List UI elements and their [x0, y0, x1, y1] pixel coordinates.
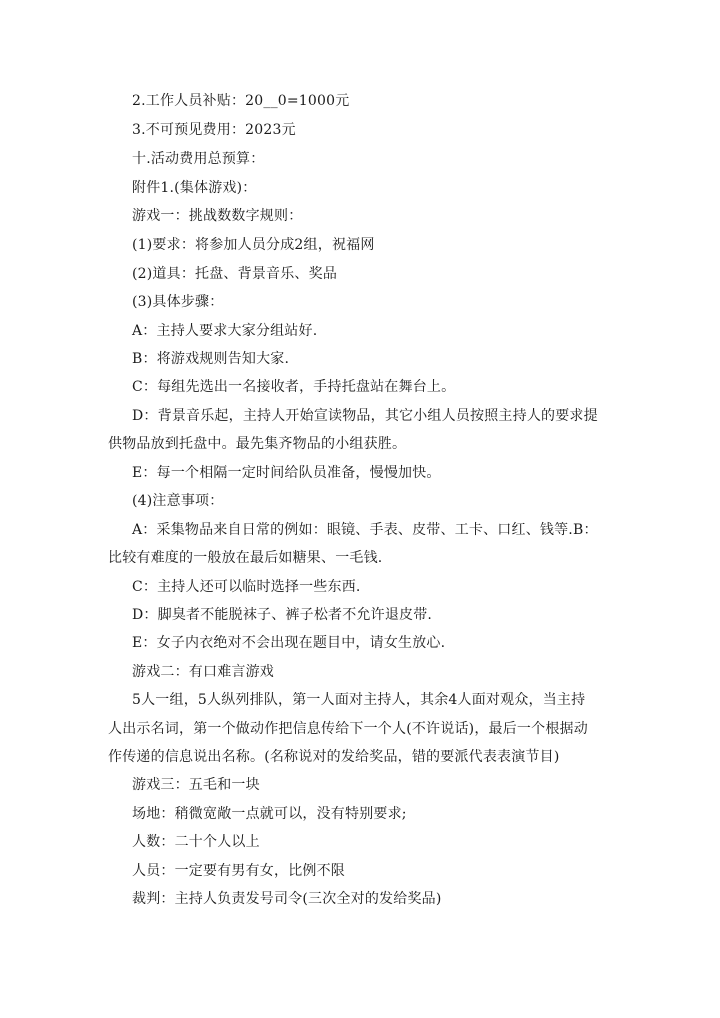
- text-line-participants: 人员：一定要有男有女，比例不限: [132, 863, 345, 879]
- text-line-note-a: A：采集物品来自日常的例如：眼镜、手表、皮带、工卡、口红、钱等.B：: [132, 522, 598, 538]
- text-line-notes-heading: (4)注意事项：: [132, 493, 224, 509]
- text-line-headcount: 人数：二十个人以上: [132, 834, 260, 850]
- text-line-game-two-desc-3: 作传递的信息说出名称。(名称说对的发给奖品，错的要派代表表演节目): [108, 749, 560, 765]
- text-line-steps-heading: (3)具体步骤：: [132, 294, 224, 310]
- text-line-referee: 裁判：主持人负责发号司令(三次全对的发给奖品): [132, 891, 442, 907]
- section-heading-total-budget: 十.活动费用总预算：: [132, 151, 265, 167]
- text-line-note-a-cont: 比较有难度的一般放在最后如糖果、一毛钱.: [108, 550, 383, 566]
- game-two-heading: 游戏二：有口难言游戏: [132, 664, 274, 680]
- text-line-staff-allowance: 2.工作人员补贴：20__0=1000元: [132, 93, 350, 109]
- text-line-note-d: D：脚臭者不能脱袜子、裤子松者不允许退皮带.: [132, 607, 433, 623]
- text-line-note-e: E：女子内衣绝对不会出现在题目中，请女生放心.: [132, 635, 446, 651]
- game-one-heading: 游戏一：挑战数数字规则：: [132, 208, 303, 224]
- text-line-props: (2)道具：托盘、背景音乐、奖品: [132, 266, 338, 282]
- text-line-game-two-desc-1: 5人一组，5人纵列排队，第一人面对主持人，其余4人面对观众，当主持: [132, 692, 586, 708]
- text-line-step-e: E：每一个相隔一定时间给队员准备，慢慢加快。: [132, 465, 441, 481]
- appendix-heading: 附件1.(集体游戏)：: [132, 180, 257, 196]
- text-line-step-a: A：主持人要求大家分组站好.: [132, 323, 318, 339]
- text-line-venue: 场地：稍微宽敞一点就可以，没有特别要求;: [132, 806, 407, 822]
- game-three-heading: 游戏三：五毛和一块: [132, 777, 260, 793]
- text-line-game-two-desc-2: 人出示名词，第一个做动作把信息传给下一个人(不许说话)，最后一个根据动: [108, 721, 588, 737]
- text-line-requirements: (1)要求：将参加人员分成2组，祝福网: [132, 237, 375, 253]
- text-line-step-d-cont: 供物品放到托盘中。最先集齐物品的小组获胜。: [108, 436, 407, 452]
- text-line-step-c: C：每组先选出一名接收者，手持托盘站在舞台上。: [132, 379, 456, 395]
- text-line-note-c: C：主持人还可以临时选择一些东西.: [132, 579, 361, 595]
- text-line-step-b: B：将游戏规则告知大家.: [132, 351, 290, 367]
- text-line-step-d: D：背景音乐起，主持人开始宣读物品，其它小组人员按照主持人的要求提: [132, 408, 598, 424]
- text-line-contingency: 3.不可预见费用：2023元: [132, 122, 296, 138]
